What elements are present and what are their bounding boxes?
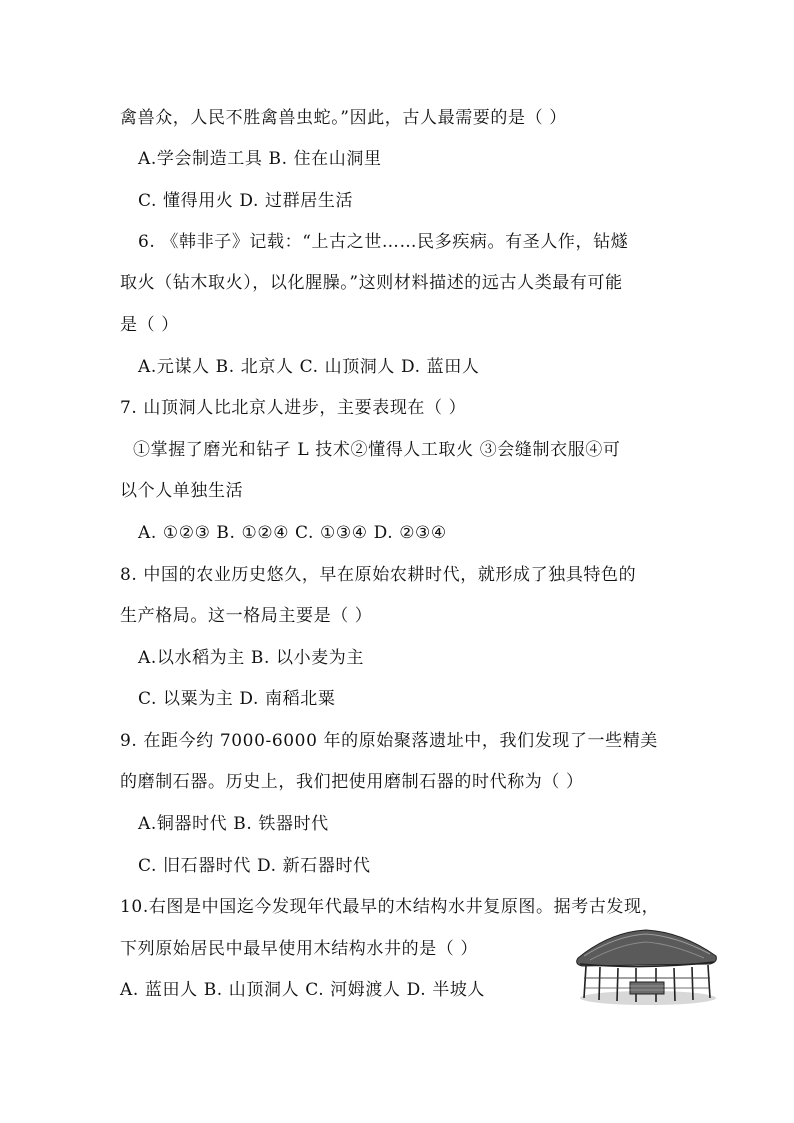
well-reconstruction-image — [570, 926, 722, 1006]
question-8-stem: 8. 中国的农业历史悠久，早在原始农耕时代，就形成了独具特色的 — [120, 565, 637, 585]
option-line: A.铜器时代 B. 铁器时代 — [138, 814, 329, 834]
text-line: 是（ ） — [120, 315, 179, 335]
question-10-stem: 10.右图是中国迄今发现年代最早的木结构水井复原图。据考古发现， — [120, 897, 660, 917]
text-line: 取火（钻木取火），以化腥臊。”这则材料描述的远古人类最有可能 — [120, 273, 623, 293]
statement-line: ①掌握了磨光和钻孑 L 技术②懂得人工取火 ③会缝制衣服④可 — [133, 440, 621, 460]
option-line: C. 以粟为主 D. 南稻北粟 — [138, 689, 336, 709]
text-line: 下列原始居民中最早使用木结构水井的是（ ） — [120, 939, 479, 959]
question-9-stem: 9. 在距今约 7000-6000 年的原始聚落遗址中，我们发现了一些精美 — [120, 731, 658, 751]
text-line: 以个人单独生活 — [120, 481, 244, 501]
option-line: A.以水稻为主 B. 以小麦为主 — [138, 648, 364, 668]
question-7-stem: 7. 山顶洞人比北京人进步，主要表现在（ ） — [120, 398, 467, 418]
text-line: 的磨制石器。历史上，我们把使用磨制石器的时代称为（ ） — [120, 772, 584, 792]
option-line: C. 懂得用火 D. 过群居生活 — [138, 191, 354, 211]
option-line: C. 旧石器时代 D. 新石器时代 — [138, 856, 371, 876]
option-line: A. ①②③ B. ①②④ C. ①③④ D. ②③④ — [138, 523, 447, 543]
question-6-stem: 6. 《韩非子》记载：“上古之世……民多疾病。有圣人作，钻燧 — [138, 232, 629, 252]
option-line: A.学会制造工具 B. 住在山洞里 — [138, 149, 382, 169]
text-line: 禽兽众，人民不胜禽兽虫蛇。”因此，古人最需要的是（ ） — [120, 108, 567, 128]
option-line: A.元谋人 B. 北京人 C. 山顶洞人 D. 蓝田人 — [138, 357, 480, 377]
option-line: A. 蓝田人 B. 山顶洞人 C. 河姆渡人 D. 半坡人 — [120, 980, 486, 1000]
text-line: 生产格局。这一格局主要是（ ） — [120, 606, 373, 626]
